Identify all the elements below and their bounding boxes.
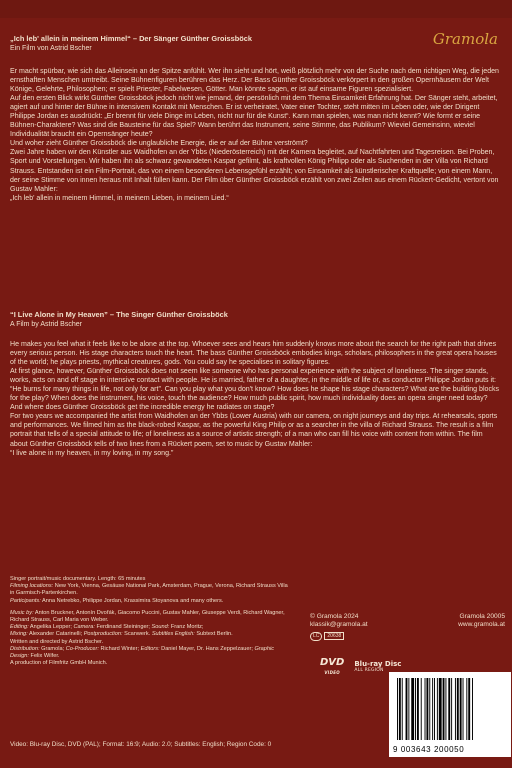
credits-label: Editors: — [140, 645, 160, 652]
credits-label: Distribution: — [10, 645, 40, 652]
copyright-text: © Gramola 2024 — [310, 613, 359, 620]
credits-label: Mixing: — [10, 631, 28, 638]
credits-label: Co-Producer: — [65, 645, 99, 652]
english-paragraph: For two years we accompanied the artist from Waidhofen an der Ybbs (Lower Austria) with our camera, on night journeys and day trips. At rehearsals, sports and performances. We filmed him as the black-robed Kaspar, as the powerful King Philip or as a searcher in the villa of Richard Strauss. The result is a film portrait that tells of a special attitude to life; of loneliness as a source of artistic strength; of a man who can fill his voice with content from within. The film about Günther Groissböck tells of two lines from a Rückert poem, set to music by Gustav Mahler: — [10, 413, 498, 448]
credits-value: Gramola; — [41, 645, 65, 652]
credits-label: Camera: — [73, 624, 95, 631]
barcode-bar — [425, 678, 426, 740]
credits-participants — [10, 598, 290, 605]
credits-value: Richard Winter; — [100, 645, 140, 652]
dvd-video-logo — [320, 658, 344, 678]
credits-value: Anna Netrebko, Philippe Jordan, Krassimira Stoyanova and many others. — [42, 597, 224, 604]
credits-label: Participants: — [10, 597, 41, 604]
credits-music — [10, 610, 290, 624]
top-strip — [0, 0, 512, 18]
credits-label: Sound: — [151, 624, 170, 631]
german-paragraph: Und woher zieht Günther Groissböck die unglaubliche Energie, die er auf der Bühne verströmt? — [10, 140, 308, 148]
barcode-bar — [399, 678, 401, 740]
credits-label: Editing: — [10, 624, 29, 631]
label-code — [310, 632, 505, 641]
barcode-bar — [434, 678, 435, 740]
credits-value: Franz Moritz; — [170, 624, 204, 631]
credits-written: Written and directed by Astrid Bscher. — [10, 638, 104, 645]
barcode-bar — [445, 678, 446, 740]
barcode-bar — [472, 678, 473, 740]
barcode-bar — [443, 678, 445, 740]
german-paragraph: Zwei Jahre haben wir den Künstler aus Waidhofen an der Ybbs (Niederösterreich) mit der Kamera begleitet, auf Nachtfahrten und Tagesreisen. Bei Proben, Sport und Vorstellungen. Wir haben ihn als schwarz gewandeten Kaspar gefilmt, als kraftvollen König Philipp oder als Suchenden in der Villa von Richard Strauss. Entstanden ist ein Film-Portrait, das von einem besonderen Lebensgefühl erzählt; von Einsamkeit als künstlerischer Kraftquelle; von einem Mann, der seine Stimme von innen heraus mit Inhalt füllen kann. Der Film über Günther Groissböck erzählt von zwei Zeilen aus einem Rückert-Gedicht, vertont von Gustav Mahler: — [10, 149, 499, 193]
bluray-logo-sub: ALL REGION — [354, 668, 384, 673]
dvd-logo-sub: VIDEO — [324, 670, 340, 675]
barcode-bar — [426, 678, 428, 740]
english-paragraph: He makes you feel what it feels like to be alone at the top. Whoever sees and hears him suddenly knows more about the search for the right path that drives every serious person. His stage characters touch the heart. The bass Günther Groissböck embodies kings, scholars, philosophers in the great opera houses of the world; he plays priests, mythical creatures, gods. You could say he specialises in solitary figures. — [10, 341, 497, 367]
dvd-logo-text: DVD — [320, 657, 345, 668]
barcode-bar — [463, 678, 464, 740]
barcode — [389, 672, 511, 757]
tech-specs: Video: Blu-ray Disc, DVD (PAL); Format: 16:9; Audio: 2.0; Subtitles: English; Region Code: 0 — [10, 741, 272, 748]
german-subtitle: Ein Film von Astrid Bscher — [10, 45, 92, 52]
barcode-bar — [397, 678, 398, 740]
english-subtitle: A Film by Astrid Bscher — [10, 321, 82, 328]
english-paragraph: And where does Günther Groissböck get the incredible energy he radiates on stage? — [10, 404, 275, 412]
english-paragraph: At first glance, however, Günther Groissböck does not seem like someone who has personal experience with the subject of loneliness. The singer stands, works, acts on and off stage in intensive contact with people. He is married, father of a daughter, in the middle of life or, as conductor Philippe Jordan puts it: “He burns for many things in life, not only for art”. Can you play what you don't know? How does he shape his stage characters? What are the building blocks for the play? When does the instrument, his voice, touch the audience? How much public spirit, how much individuality does an opera singer need today? — [10, 368, 500, 403]
german-quote: „Ich leb' allein in meinem Himmel, in meinem Lieben, in meinem Lied.“ — [10, 194, 229, 202]
barcode-bar — [457, 678, 459, 740]
credits-value: Angelika Lepper; — [29, 624, 72, 631]
copyright-block — [310, 613, 505, 641]
catalog-number: Gramola 20005 — [459, 613, 505, 620]
barcode-bar — [455, 678, 456, 740]
credits-production: A production of Filmfritz GmbH Munich. — [10, 660, 108, 667]
credits-label: Subtitles English: — [151, 631, 195, 638]
credits-value: Scanwerk. — [124, 631, 151, 638]
credits-crew — [10, 624, 290, 631]
english-quote: “I live alone in my heaven, in my loving, in my song.” — [10, 449, 174, 457]
credits-value: Anton Bruckner, Antonín Dvořák, Giacomo Puccini, Gustav Mahler, Giuseppe Verdi, Richard Wagner, Richard Strauss, Carl Maria von Weber. — [10, 609, 285, 624]
credits-filming — [10, 583, 290, 597]
barcode-bar — [466, 678, 467, 740]
barcode-bars — [397, 678, 503, 740]
barcode-bar — [402, 678, 403, 740]
credits-label: Music by: — [10, 609, 34, 616]
website-url: www.gramola.at — [458, 621, 505, 629]
barcode-bar — [429, 678, 430, 740]
barcode-bar — [417, 678, 419, 740]
barcode-bar — [406, 678, 408, 740]
barcode-bar — [411, 678, 414, 740]
german-paragraph: Auf den ersten Blick wirkt Günther Groissböck jedoch nicht wie jemand, der persönlich mit dem Thema Einsamkeit Erfahrung hat. Der Sänger steht, arbeitet, agiert auf und hinter der Bühne in intensivem Kontakt mit Menschen. Er ist verheiratet, Vater einer Tochter, steht mitten im Leben oder, wie der Dirigent Philippe Jordan es ausdrückt: „Er brennt für viele Dinge im Leben, nicht nur für die Kunst“. Kann man spielen, was man nicht kennt? Wie formt er seine Bühnen-Charaktere? Was sind die Bausteine für das Spiel? Wann berührt das Instrument, seine Stimme, das Publikum? Wieviel Gemeinsinn, wieviel Individualität braucht ein Opernsänger heute? — [10, 95, 498, 139]
credits-value: Daniel Mayer, Dr. Hans Zeppelzauer; — [161, 645, 253, 652]
english-title: “I Live Alone in My Heaven” – The Singer Günther Groissböck — [10, 310, 228, 319]
credits-label: Filming locations: — [10, 583, 54, 590]
email-address: klassik@gramola.at — [310, 621, 368, 629]
barcode-bar — [460, 678, 462, 740]
credits-distribution — [10, 646, 290, 660]
barcode-bar — [408, 678, 409, 740]
credits-value: Ferdinand Steininger; — [96, 624, 150, 631]
barcode-bar — [468, 678, 470, 740]
german-title: „Ich leb' allein in meinem Himmel“ – Der Sänger Günther Groissböck — [10, 34, 253, 43]
barcode-bar — [432, 678, 433, 740]
bluray-logo-text: Blu-ray Disc — [354, 660, 402, 668]
english-body — [10, 340, 502, 458]
credits-label: Postproduction: — [83, 631, 123, 638]
barcode-bar — [451, 678, 452, 740]
barcode-bar — [421, 678, 422, 740]
credits-length: Singer portrait/music documentary. Length: 65 minutes — [10, 576, 146, 582]
gramola-logo: Gramola — [432, 30, 498, 48]
barcode-bar — [439, 678, 442, 740]
credits-value: Felix Wilfer. — [30, 653, 60, 660]
credits-post — [10, 631, 290, 638]
barcode-bar — [415, 678, 416, 740]
barcode-bar — [437, 678, 438, 740]
credits-block — [10, 576, 290, 667]
german-paragraph: Er macht spürbar, wie sich das Alleinsein an der Spitze anfühlt. Wer ihn sieht und hört, weiß plötzlich mehr von der Suche nach dem richtigen Weg, die jeden ernsthaften Menschen umtreibt. Seine Bühnenfiguren berühren das Herz. Der Bass Günther Groissböck verkörpert in den großen Opernhäusern der Welt Könige, Gelehrte, Philosophen; er spielt Priester, Fabelwesen, Götter. Man könnte sagen, er ist auf einsame Figuren spezialisiert. — [10, 68, 499, 94]
lc-number: 20638 — [324, 632, 344, 640]
credits-value: Subtext Berlin. — [196, 631, 233, 638]
barcode-bar — [448, 678, 450, 740]
credits-label: Graphic Design: — [10, 645, 275, 660]
barcode-digits: 9 003643 200050 — [393, 745, 465, 754]
credits-value: Alexander Catarinelli; — [28, 631, 83, 638]
german-body — [10, 67, 502, 203]
lc-badge: LC — [310, 632, 322, 641]
credits-value: New York, Vienna, Gesäuse National Park, Amsterdam, Prague, Verona, Richard Strauss Villa in Garmisch-Partenkirchen. — [10, 583, 288, 597]
